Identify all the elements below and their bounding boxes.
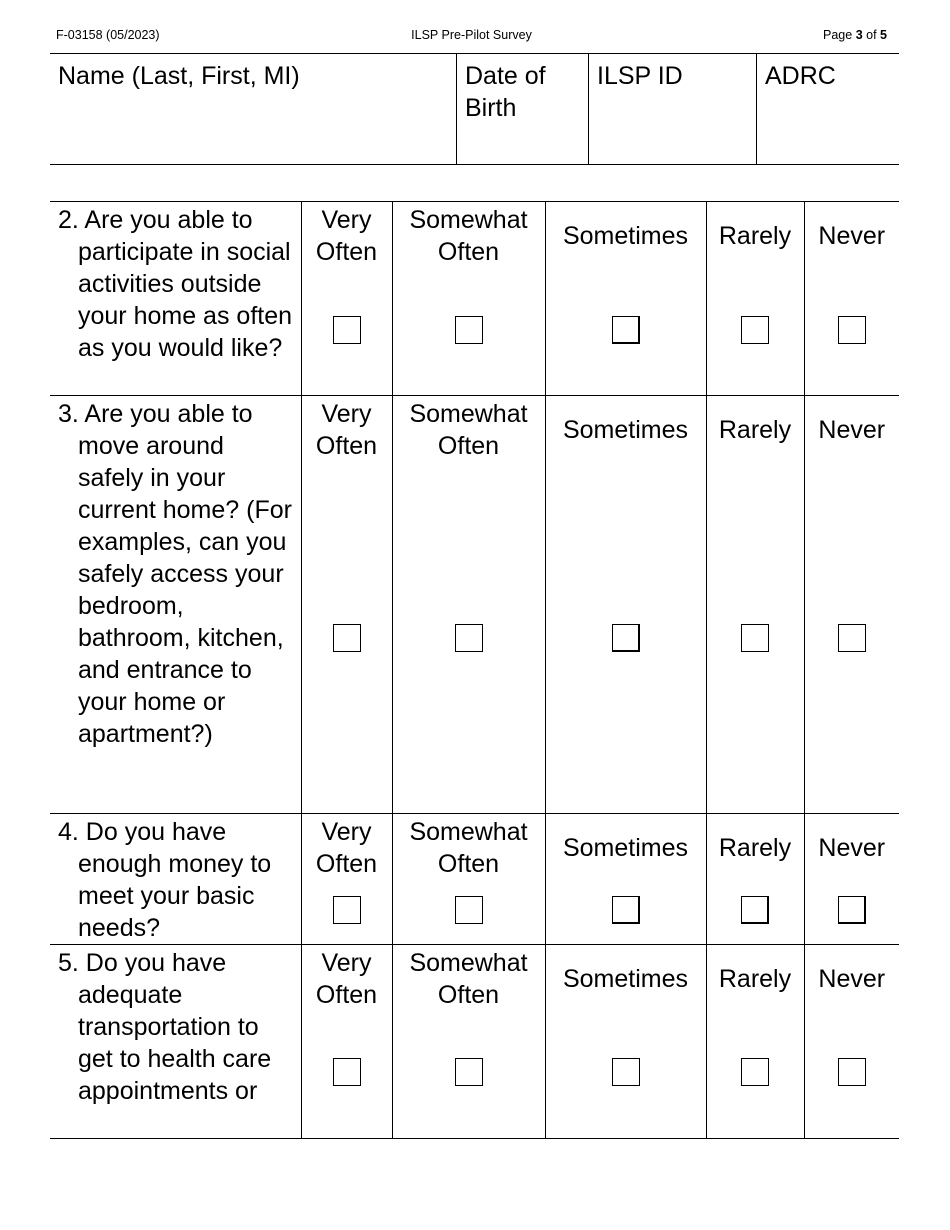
option-label: Somewhat Often bbox=[409, 400, 528, 460]
question-cell bbox=[50, 814, 301, 945]
question-text: 4. Do you have enough money to meet your basic needs? bbox=[58, 818, 272, 942]
option-cell-sometimes bbox=[545, 945, 706, 1139]
option-cell-somewhat-often bbox=[392, 814, 545, 945]
option-label: Sometimes bbox=[562, 416, 689, 444]
question-text: 2. Are you able to participate in social activities outside your home as often as you would like? bbox=[58, 206, 293, 362]
option-cell-sometimes bbox=[545, 202, 706, 396]
identification-table bbox=[50, 53, 899, 165]
checkbox-very-often[interactable] bbox=[333, 316, 361, 344]
checkbox-rarely[interactable] bbox=[741, 624, 769, 652]
option-cell-never bbox=[804, 945, 899, 1139]
name-field[interactable] bbox=[50, 54, 456, 164]
checkbox-rarely[interactable] bbox=[741, 1058, 769, 1086]
option-cell-rarely bbox=[706, 814, 804, 945]
checkbox-never[interactable] bbox=[838, 896, 866, 924]
option-cell-somewhat-often bbox=[392, 202, 545, 396]
page-indicator: Page 3 of 5 bbox=[823, 28, 887, 42]
option-cell-rarely bbox=[706, 202, 804, 396]
checkbox-somewhat-often[interactable] bbox=[455, 624, 483, 652]
option-cell-sometimes bbox=[545, 814, 706, 945]
option-label: Rarely bbox=[718, 416, 792, 444]
checkbox-somewhat-often[interactable] bbox=[455, 316, 483, 344]
checkbox-very-often[interactable] bbox=[333, 1058, 361, 1086]
option-label: Rarely bbox=[718, 965, 792, 993]
option-cell-very-often bbox=[301, 202, 392, 396]
option-cell-never bbox=[804, 202, 899, 396]
question-text: 5. Do you have adequate transportation to get to health care appointments or bbox=[58, 949, 272, 1105]
survey-table bbox=[50, 201, 899, 1139]
checkbox-never[interactable] bbox=[838, 316, 866, 344]
option-label: Sometimes bbox=[562, 834, 689, 862]
option-label: Rarely bbox=[718, 834, 792, 862]
checkbox-somewhat-often[interactable] bbox=[455, 896, 483, 924]
question-cell bbox=[50, 202, 301, 396]
question-cell bbox=[50, 396, 301, 814]
checkbox-never[interactable] bbox=[838, 624, 866, 652]
option-cell-somewhat-often bbox=[392, 396, 545, 814]
option-label: Very Often bbox=[315, 949, 378, 1009]
checkbox-sometimes[interactable] bbox=[612, 1058, 640, 1086]
name-label: Name (Last, First, MI) bbox=[58, 62, 300, 90]
question-row bbox=[50, 945, 899, 1139]
option-label: Never bbox=[818, 416, 886, 444]
option-label: Somewhat Often bbox=[409, 206, 528, 266]
option-label: Rarely bbox=[718, 222, 792, 250]
option-cell-somewhat-often bbox=[392, 945, 545, 1139]
option-cell-very-often bbox=[301, 814, 392, 945]
adrc-label: ADRC bbox=[765, 62, 836, 90]
question-row bbox=[50, 814, 899, 945]
checkbox-sometimes[interactable] bbox=[612, 316, 640, 344]
option-cell-never bbox=[804, 396, 899, 814]
checkbox-rarely[interactable] bbox=[741, 896, 769, 924]
option-label: Sometimes bbox=[562, 965, 689, 993]
option-label: Very Often bbox=[315, 400, 378, 460]
option-cell-sometimes bbox=[545, 396, 706, 814]
ilsp-id-field[interactable] bbox=[588, 54, 756, 164]
option-label: Very Often bbox=[315, 818, 378, 878]
checkbox-never[interactable] bbox=[838, 1058, 866, 1086]
survey-title: ILSP Pre-Pilot Survey bbox=[411, 28, 532, 42]
option-label: Never bbox=[818, 834, 886, 862]
dob-field[interactable] bbox=[456, 54, 588, 164]
page-header bbox=[56, 28, 887, 44]
form-number: F-03158 (05/2023) bbox=[56, 28, 160, 42]
option-label: Sometimes bbox=[562, 222, 689, 250]
question-text: 3. Are you able to move around safely in your current home? (For examples, can you safely access your bedroom, bathroom, kitchen, and entrance to your home or apartment?) bbox=[58, 400, 292, 748]
option-cell-rarely bbox=[706, 396, 804, 814]
option-cell-very-often bbox=[301, 945, 392, 1139]
question-row bbox=[50, 396, 899, 814]
question-row bbox=[50, 202, 899, 396]
option-cell-rarely bbox=[706, 945, 804, 1139]
adrc-field[interactable] bbox=[756, 54, 899, 164]
checkbox-sometimes[interactable] bbox=[612, 896, 640, 924]
checkbox-very-often[interactable] bbox=[333, 896, 361, 924]
checkbox-rarely[interactable] bbox=[741, 316, 769, 344]
checkbox-sometimes[interactable] bbox=[612, 624, 640, 652]
option-label: Somewhat Often bbox=[409, 818, 528, 878]
option-label: Very Often bbox=[315, 206, 378, 266]
checkbox-very-often[interactable] bbox=[333, 624, 361, 652]
option-cell-never bbox=[804, 814, 899, 945]
option-cell-very-often bbox=[301, 396, 392, 814]
option-label: Never bbox=[818, 965, 886, 993]
ilsp-id-label: ILSP ID bbox=[597, 62, 683, 90]
question-cell bbox=[50, 945, 301, 1139]
dob-label: Date of Birth bbox=[465, 62, 546, 122]
checkbox-somewhat-often[interactable] bbox=[455, 1058, 483, 1086]
option-label: Somewhat Often bbox=[409, 949, 528, 1009]
option-label: Never bbox=[818, 222, 886, 250]
